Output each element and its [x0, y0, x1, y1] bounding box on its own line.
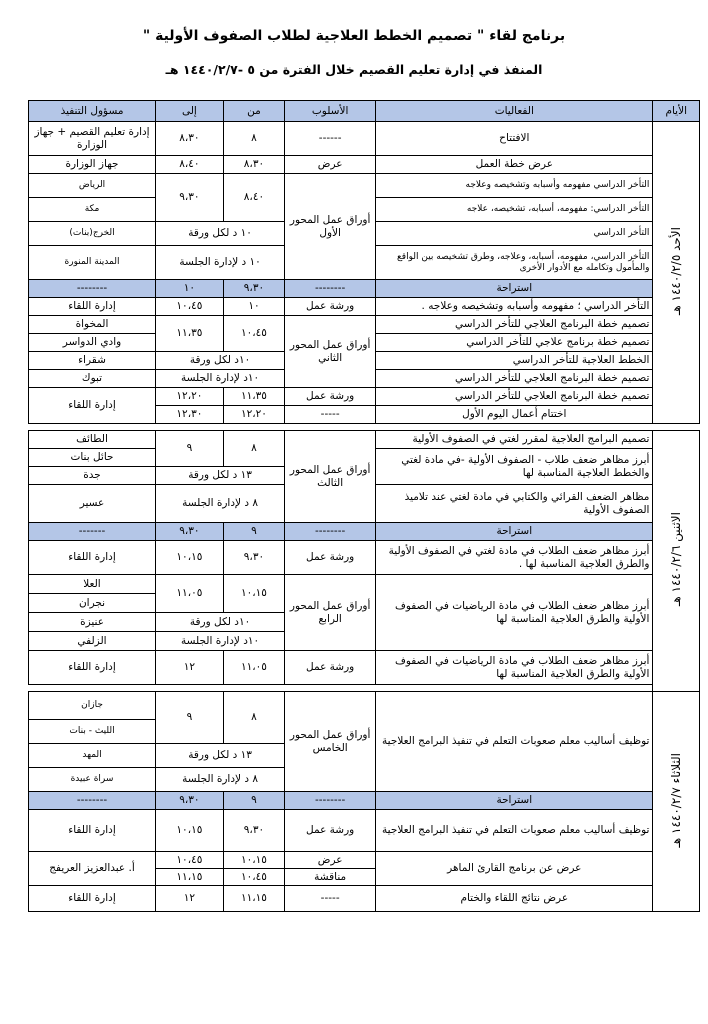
- responsible-cell: مكة: [29, 198, 156, 222]
- method-cell: مناقشة: [285, 869, 376, 886]
- from-cell: ٨: [223, 692, 284, 744]
- method-cell: ورشة عمل: [285, 810, 376, 852]
- responsible-cell: تبوك: [29, 370, 156, 388]
- activity-cell: التأخر الدراسي، مفهومه، أسبابه، وعلاجه، وطرق تشخيصه بين الواقع والمأمول وتكامله مع الأدوار الأخرى: [376, 246, 653, 280]
- activity-cell: تصميم خطة البرنامج العلاجي للتأخر الدراسي: [376, 316, 653, 334]
- table-row: [29, 810, 700, 852]
- responsible-cell: جازان: [29, 692, 156, 720]
- to-cell: ١٠،١٥: [156, 541, 224, 575]
- header-activities: الفعاليات: [376, 101, 653, 122]
- activity-cell: عرض عن برنامج القارئ الماهر: [376, 852, 653, 886]
- activity-cell: استراحة: [376, 280, 653, 298]
- duration-cell: ١٠د لكل ورقة: [156, 352, 285, 370]
- to-cell: ١٢: [156, 886, 224, 912]
- responsible-cell: إدارة اللقاء: [29, 541, 156, 575]
- day-cell: الثلاثاء ١٤٤٠/٢/٧ هـ: [653, 692, 700, 912]
- activity-cell: تصميم خطة البرنامج العلاجي للتأخر الدراسي: [376, 388, 653, 406]
- from-cell: ٨: [223, 431, 284, 467]
- activity-cell: أبرز مظاهر ضعف الطلاب في مادة الرياضيات في الصفوف الأولية والطرق العلاجية المناسبة لها: [376, 651, 653, 685]
- table-row: [29, 122, 700, 156]
- method-cell: أوراق عمل المحور الرابع: [285, 575, 376, 651]
- to-cell: ١٢،٣٠: [156, 406, 224, 424]
- responsible-cell: حائل بنات: [29, 449, 156, 467]
- to-cell: ١٢: [156, 651, 224, 685]
- activity-cell: الخطط العلاجية للتأخر الدراسي: [376, 352, 653, 370]
- responsible-cell: شقراء: [29, 352, 156, 370]
- method-cell: -----: [285, 886, 376, 912]
- duration-cell: ١٠ د لإدارة الجلسة: [156, 246, 285, 280]
- responsible-cell: إدارة اللقاء: [29, 810, 156, 852]
- section-gap: [29, 685, 700, 692]
- responsible-cell: العلا: [29, 575, 156, 594]
- activity-cell: تصميم خطة البرنامج العلاجي للتأخر الدراسي: [376, 370, 653, 388]
- table-row: [29, 431, 700, 449]
- activity-cell: توظيف أساليب معلم صعوبات التعلم في تنفيذ البرامج العلاجية: [376, 810, 653, 852]
- responsible-cell: --------: [29, 280, 156, 298]
- duration-cell: ١٠د لكل ورقة: [156, 613, 285, 632]
- responsible-cell: عسير: [29, 485, 156, 523]
- table-row: [29, 692, 700, 720]
- table-row: [29, 316, 700, 334]
- table-row: [29, 174, 700, 198]
- from-cell: ٩: [223, 792, 284, 810]
- activity-cell: مظاهر الضعف القرائي والكتابي في مادة لغتي عند تلاميذ الصفوف الأولية: [376, 485, 653, 523]
- method-cell: ورشة عمل: [285, 651, 376, 685]
- responsible-cell: إدارة اللقاء: [29, 651, 156, 685]
- from-cell: ٩: [223, 523, 284, 541]
- activity-cell: استراحة: [376, 792, 653, 810]
- section-gap: [29, 424, 700, 431]
- responsible-cell: أ. عبدالعزيز العريفج: [29, 852, 156, 886]
- responsible-cell: الطائف: [29, 431, 156, 449]
- responsible-cell: الرياض: [29, 174, 156, 198]
- to-cell: ٩: [156, 692, 224, 744]
- from-cell: ١١،٠٥: [223, 651, 284, 685]
- activity-cell: أبرز مظاهر ضعف الطلاب في مادة الرياضيات في الصفوف الأولية والطرق العلاجية المناسبة لها: [376, 575, 653, 651]
- responsible-cell: جدة: [29, 467, 156, 485]
- duration-cell: ١٣ د لكل ورقة: [156, 744, 285, 768]
- method-cell: --------: [285, 280, 376, 298]
- method-cell: ورشة عمل: [285, 388, 376, 406]
- table-row: [29, 651, 700, 685]
- responsible-cell: --------: [29, 792, 156, 810]
- to-cell: ١١،٠٥: [156, 575, 224, 613]
- responsible-cell: جهاز الوزارة: [29, 156, 156, 174]
- table-row: [29, 156, 700, 174]
- method-cell: أوراق عمل المحور الأول: [285, 174, 376, 280]
- from-cell: ٨: [223, 122, 284, 156]
- method-cell: --------: [285, 523, 376, 541]
- from-cell: ٨،٤٠: [223, 174, 284, 222]
- responsible-cell: عنيزة: [29, 613, 156, 632]
- method-cell: ورشة عمل: [285, 298, 376, 316]
- to-cell: ٩: [156, 431, 224, 467]
- table-row: [29, 388, 700, 406]
- activity-cell: عرض نتائج اللقاء والختام: [376, 886, 653, 912]
- duration-cell: ٨ د لإدارة الجلسة: [156, 485, 285, 523]
- break-row: [29, 523, 700, 541]
- duration-cell: ٨ د لإدارة الجلسة: [156, 768, 285, 792]
- table-header-row: [29, 101, 700, 122]
- to-cell: ١١،٣٥: [156, 316, 224, 352]
- activity-cell: أبرز مظاهر ضعف الطلاب في مادة لغتي في الصفوف الأولية والطرق العلاجية المناسبة لها .: [376, 541, 653, 575]
- table-row: [29, 575, 700, 594]
- to-cell: ٩،٣٠: [156, 523, 224, 541]
- responsible-cell: وادي الدواسر: [29, 334, 156, 352]
- method-cell: --------: [285, 792, 376, 810]
- activity-cell: استراحة: [376, 523, 653, 541]
- activity-cell: التأخر الدراسي: [376, 222, 653, 246]
- from-cell: ١٢،٢٠: [223, 406, 284, 424]
- method-cell: ورشة عمل: [285, 541, 376, 575]
- document-title: برنامج لقاء " تصميم الخطط العلاجية لطلاب الصفوف الأولية ": [142, 28, 566, 44]
- activity-cell: تصميم البرامج العلاجية لمقرر لغتي في الصفوف الأولية: [376, 431, 653, 449]
- activity-cell: عرض خطة العمل: [376, 156, 653, 174]
- from-cell: ٩،٣٠: [223, 810, 284, 852]
- method-cell: عرض: [285, 156, 376, 174]
- to-cell: ٨،٣٠: [156, 122, 224, 156]
- method-cell: -----: [285, 406, 376, 424]
- to-cell: ١٠،١٥: [156, 810, 224, 852]
- to-cell: ١٠،٤٥: [156, 298, 224, 316]
- activity-cell: توظيف أساليب معلم صعوبات التعلم في تنفيذ البرامج العلاجية: [376, 692, 653, 792]
- activity-cell: التأخر الدراسي: مفهومه، أسبابه، تشخيصه، علاجه: [376, 198, 653, 222]
- duration-cell: ١٠ د لكل ورقة: [156, 222, 285, 246]
- table-row: [29, 541, 700, 575]
- from-cell: ١٠: [223, 298, 284, 316]
- responsible-cell: إدارة اللقاء: [29, 388, 156, 424]
- from-cell: ١٠،٤٥: [223, 869, 284, 886]
- duration-cell: ١٠د لإدارة الجلسة: [156, 632, 285, 651]
- from-cell: ١٠،١٥: [223, 852, 284, 869]
- to-cell: ١٠،٤٥: [156, 852, 224, 869]
- method-cell: ------: [285, 122, 376, 156]
- from-cell: ١١،١٥: [223, 886, 284, 912]
- method-cell: عرض: [285, 852, 376, 869]
- method-cell: أوراق عمل المحور الثالث: [285, 431, 376, 523]
- responsible-cell: -------: [29, 523, 156, 541]
- header-to: إلى: [156, 101, 224, 122]
- to-cell: ١١،١٥: [156, 869, 224, 886]
- to-cell: ٩،٣٠: [156, 792, 224, 810]
- method-cell: أوراق عمل المحور الخامس: [285, 692, 376, 792]
- from-cell: ١١،٣٥: [223, 388, 284, 406]
- break-row: [29, 792, 700, 810]
- from-cell: ٨،٣٠: [223, 156, 284, 174]
- day-cell: الاثنين ١٤٤٠/٢/٦ هـ: [653, 431, 700, 692]
- responsible-cell: نجران: [29, 594, 156, 613]
- header-days: الأيام: [653, 101, 700, 122]
- to-cell: ٩،٣٠: [156, 174, 224, 222]
- from-cell: ١٠،٤٥: [223, 316, 284, 352]
- table-row: [29, 298, 700, 316]
- activity-cell: التأخر الدراسي مفهومه وأسبابه وتشخيصه وعلاجه: [376, 174, 653, 198]
- from-cell: ٩،٣٠: [223, 280, 284, 298]
- responsible-cell: المخواة: [29, 316, 156, 334]
- break-row: [29, 280, 700, 298]
- activity-cell: التأخر الدراسي ؛ مفهومه وأسبابه وتشخيصه وعلاجه .: [376, 298, 653, 316]
- duration-cell: ١٠د لإدارة الجلسة: [156, 370, 285, 388]
- to-cell: ١٠: [156, 280, 224, 298]
- activity-cell: الافتتاح: [376, 122, 653, 156]
- responsible-cell: إدارة اللقاء: [29, 886, 156, 912]
- duration-cell: ١٣ د لكل ورقة: [156, 467, 285, 485]
- header-from: من: [223, 101, 284, 122]
- header-responsible: مسؤول التنفيذ: [29, 101, 156, 122]
- header-method: الأسلوب: [285, 101, 376, 122]
- responsible-cell: الخرج(بنات): [29, 222, 156, 246]
- responsible-cell: الليث - بنات: [29, 720, 156, 744]
- to-cell: ٨،٤٠: [156, 156, 224, 174]
- table-row: [29, 886, 700, 912]
- document-subtitle: المنفذ في إدارة تعليم القصيم خلال الفترة من ٥ -١٤٤٠/٢/٧ هـ: [165, 62, 543, 77]
- to-cell: ١٢،٢٠: [156, 388, 224, 406]
- responsible-cell: الزلفي: [29, 632, 156, 651]
- responsible-cell: المدينة المنورة: [29, 246, 156, 280]
- from-cell: ١٠،١٥: [223, 575, 284, 613]
- responsible-cell: إدارة اللقاء: [29, 298, 156, 316]
- responsible-cell: سراة عبيدة: [29, 768, 156, 792]
- method-cell: أوراق عمل المحور الثاني: [285, 316, 376, 388]
- activity-cell: اختتام أعمال اليوم الأول: [376, 406, 653, 424]
- responsible-cell: المهد: [29, 744, 156, 768]
- from-cell: ٩،٣٠: [223, 541, 284, 575]
- schedule-table: [28, 100, 700, 912]
- day-cell: الأحد ١٤٤٠/٢/٥ هـ: [653, 122, 700, 424]
- activity-cell: أبرز مظاهر ضعف طلاب - الصفوف الأولية -في مادة لغتي والخطط العلاجية المناسبة لها: [376, 449, 653, 485]
- activity-cell: تصميم خطة برنامج علاجي للتأخر الدراسي: [376, 334, 653, 352]
- table-row: [29, 852, 700, 869]
- responsible-cell: إدارة تعليم القصيم + جهاز الوزارة: [29, 122, 156, 156]
